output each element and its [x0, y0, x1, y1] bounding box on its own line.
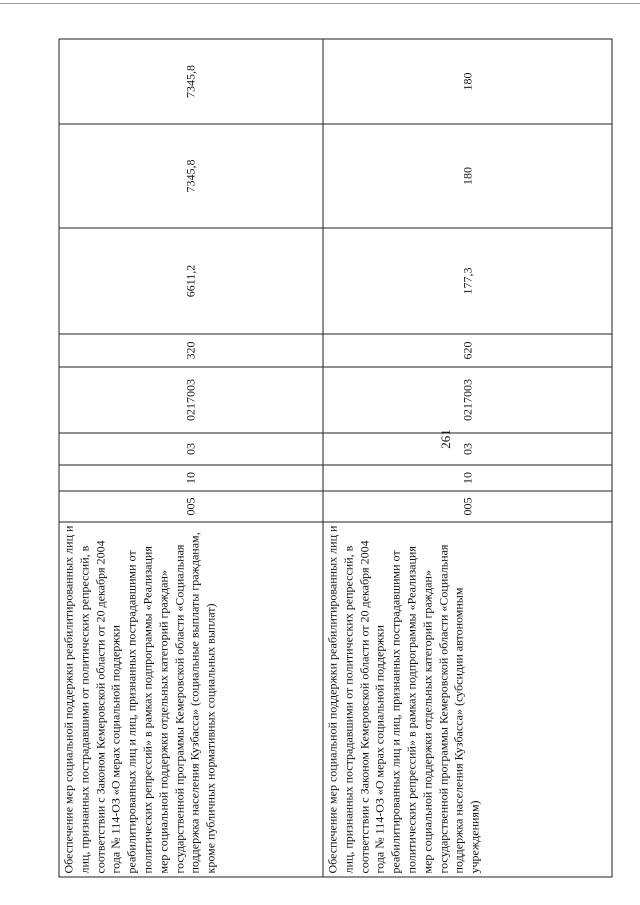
amount-year-3: 180 [323, 39, 612, 124]
row-description: Обеспечение мер социальной поддержки реабилитированных лиц и лиц, признанных пострадавшими от политических репрессий, в соответствии с Законом Кемеровской области от 20 декабря 2004 года № 114-ОЗ «О мерах социальной поддержки реабилитированных лиц и лиц, признанных пострадавшими от политических репрессий» в рамках подпрограммы «Реализация мер социальной поддержки отдельных категорий граждан» государственной программы Кемеровской области «Социальная поддержка населения Кузбасса» (социальные выплаты гражданам, кроме публичных нормативных социальных выплат) [59, 522, 323, 877]
ministry-code: 005 [323, 491, 612, 522]
section-code: 10 [59, 465, 323, 491]
top-border-line [0, 3, 640, 4]
budget-table-container [58, 39, 611, 877]
expense-type-code: 320 [59, 334, 323, 367]
table-row [59, 39, 323, 877]
section-code: 10 [323, 465, 612, 491]
amount-year-2: 7345,8 [59, 124, 323, 228]
amount-year-2: 180 [323, 124, 612, 228]
ministry-code: 005 [59, 491, 323, 522]
budget-table-rotated [58, 39, 611, 877]
expense-type-code: 620 [323, 334, 612, 367]
amount-year-1: 6611,2 [59, 228, 323, 334]
row-description: Обеспечение мер социальной поддержки реабилитированных лиц и лиц, признанных пострадавшими от политических репрессий, в соответствии с Законом Кемеровской области от 20 декабря 2004 года № 114-ОЗ «О мерах социальной поддержки реабилитированных лиц и лиц, признанных пострадавшими от политических репрессий» в рамках подпрограммы «Реализация мер социальной поддержки отдельных категорий граждан» государственной программы Кемеровской области «Социальная поддержка населения Кузбасса» (субсидии автономным учреждениям) [323, 522, 612, 877]
amount-year-1: 177,3 [323, 228, 612, 334]
amount-year-3: 7345,8 [59, 39, 323, 124]
subsection-code: 03 [59, 433, 323, 465]
target-article-code: 0217003 [323, 367, 612, 433]
page-number: 261 [438, 429, 453, 449]
subsection-code: 03 [323, 433, 612, 465]
budget-table [58, 38, 612, 877]
table-row [323, 39, 612, 877]
target-article-code: 0217003 [59, 367, 323, 433]
